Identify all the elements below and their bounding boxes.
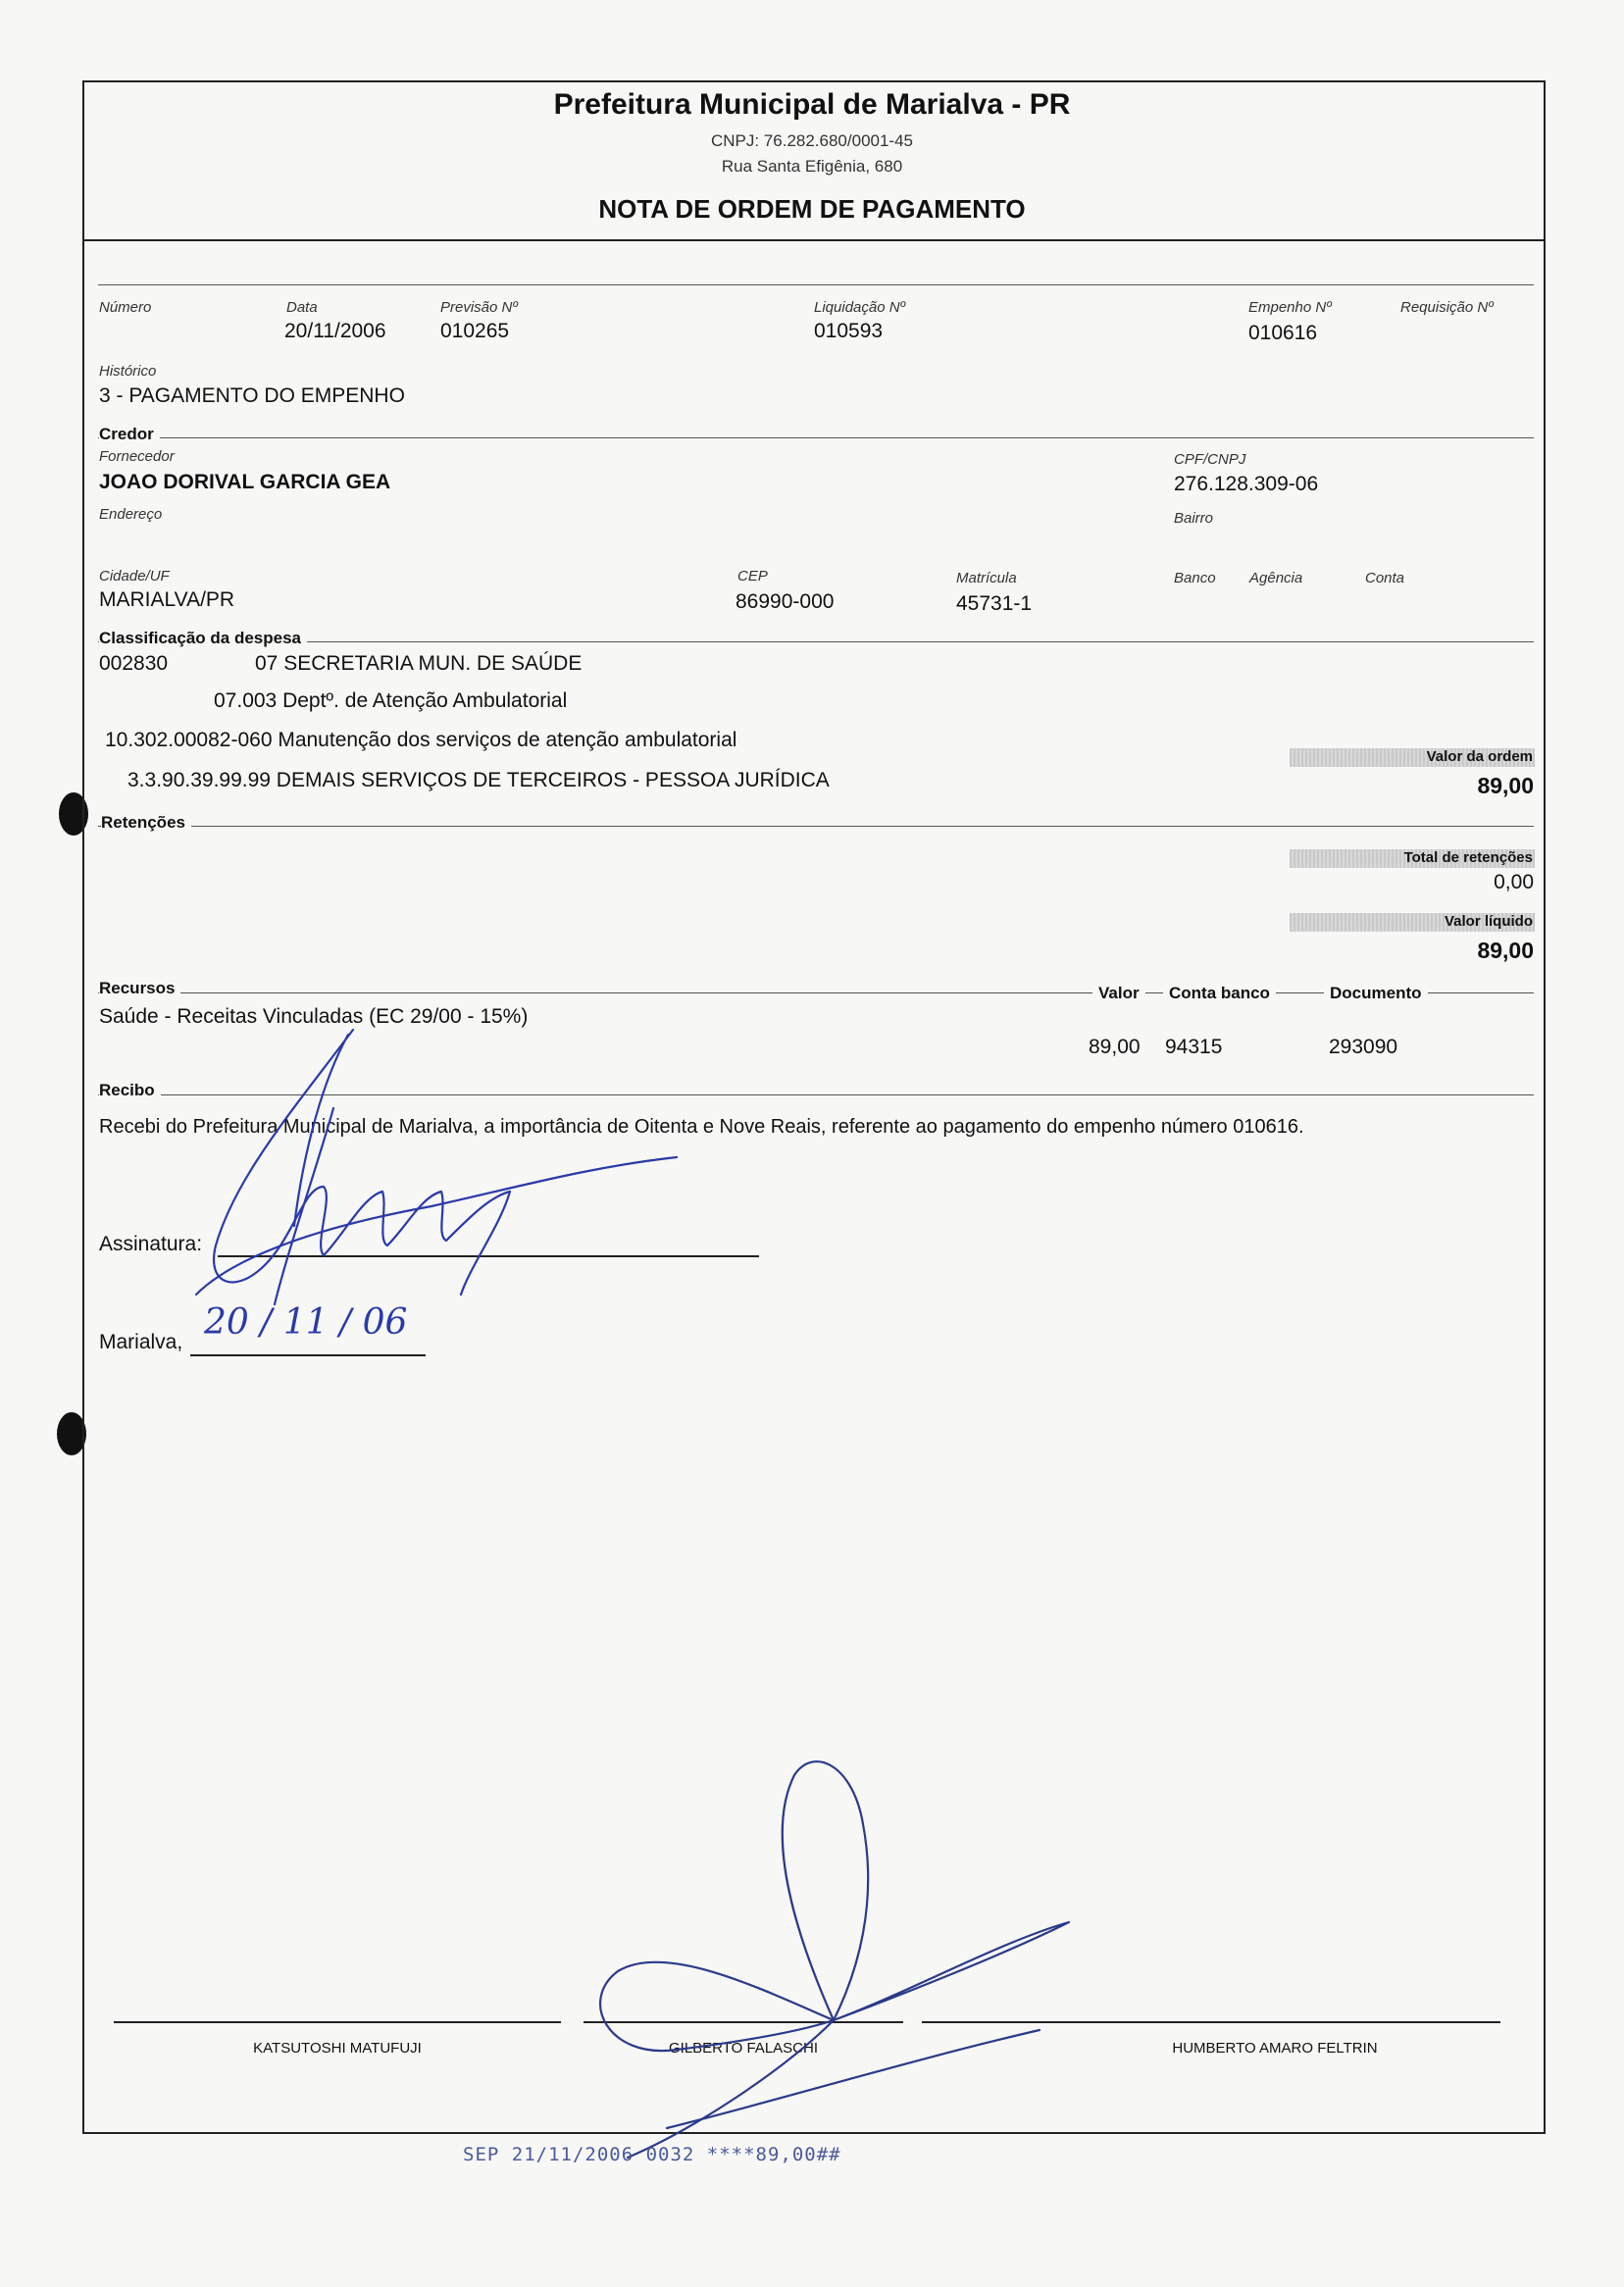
matricula-label: Matrícula: [956, 570, 1017, 586]
valor-liquido-value: 89,00: [1477, 938, 1534, 963]
classificacao-code: 002830: [99, 652, 169, 675]
classificacao-section: Classificação da despesa: [99, 629, 307, 648]
municipality-title: Prefeitura Municipal de Marialva - PR: [553, 88, 1071, 121]
signature-line-3: [922, 2021, 1500, 2023]
recursos-fonte: Saúde - Receitas Vinculadas (EC 29/00 - 15%): [99, 1005, 529, 1028]
classificacao-rule: [98, 641, 1534, 642]
document-title: NOTA DE ORDEM DE PAGAMENTO: [598, 194, 1026, 224]
recursos-col-documento: Documento: [1324, 984, 1428, 1003]
departamento-value: 07.003 Deptº. de Atenção Ambulatorial: [214, 689, 568, 712]
previsao-label: Previsão Nº: [440, 299, 518, 316]
valor-ordem-label: Valor da ordem: [1426, 748, 1533, 765]
cep-value: 86990-000: [736, 590, 835, 613]
cidade-label: Cidade/UF: [99, 568, 170, 584]
bank-stamp: SEP 21/11/2006 0032 ****89,00##: [463, 2144, 841, 2165]
date-line: [190, 1354, 426, 1356]
recursos-documento: 293090: [1329, 1036, 1398, 1058]
fornecedor-label: Fornecedor: [99, 448, 175, 465]
recursos-valor: 89,00: [1089, 1036, 1141, 1058]
secretaria-value: 07 SECRETARIA MUN. DE SAÚDE: [255, 652, 583, 675]
cnpj-line: CNPJ: 76.282.680/0001-45: [710, 131, 914, 150]
retencoes-rule: [98, 826, 1534, 827]
fornecedor-value: JOAO DORIVAL GARCIA GEA: [99, 471, 391, 493]
endereco-label: Endereço: [99, 506, 163, 523]
recibo-text: Recebi do Prefeitura Municipal de Marialva, a importância de Oitenta e Nove Reais, referente ao pagamento do empenho número 010616.: [99, 1116, 1304, 1138]
elemento-value: 3.3.90.39.99.99 DEMAIS SERVIÇOS DE TERCEIROS - PESSOA JURÍDICA: [127, 769, 830, 791]
empenho-value: 010616: [1248, 322, 1318, 344]
empenho-label: Empenho Nº: [1248, 299, 1332, 316]
retencoes-section: Retenções: [101, 813, 191, 833]
assinatura-label: Assinatura:: [99, 1233, 203, 1255]
credor-section: Credor: [99, 425, 160, 444]
historico-label: Histórico: [99, 363, 157, 380]
conta-label: Conta: [1365, 570, 1405, 586]
ids-top-rule: [98, 284, 1534, 285]
recursos-rule: [98, 992, 1534, 993]
liquidacao-label: Liquidação Nº: [814, 299, 906, 316]
total-retencoes-value: 0,00: [1494, 871, 1534, 893]
signature-line-1: [114, 2021, 561, 2023]
valor-liquido-label: Valor líquido: [1444, 913, 1533, 930]
bairro-label: Bairro: [1174, 510, 1214, 527]
requisicao-label: Requisição Nº: [1400, 299, 1494, 316]
address-line: Rua Santa Efigênia, 680: [721, 157, 903, 176]
data-label: Data: [286, 299, 318, 316]
historico-value: 3 - PAGAMENTO DO EMPENHO: [99, 384, 405, 407]
cep-label: CEP: [737, 568, 768, 584]
assinatura-line: [218, 1255, 759, 1257]
signature-line-2: [584, 2021, 903, 2023]
previsao-value: 010265: [440, 320, 510, 342]
cidade-value: MARIALVA/PR: [99, 588, 235, 611]
data-value: 20/11/2006: [284, 320, 386, 342]
signatory-1: KATSUTOSHI MATUFUJI: [253, 2040, 422, 2057]
recursos-section: Recursos: [99, 979, 180, 998]
cpf-value: 276.128.309-06: [1174, 473, 1319, 495]
local-label: Marialva,: [99, 1331, 183, 1353]
matricula-value: 45731-1: [956, 592, 1033, 615]
numero-label: Número: [99, 299, 152, 316]
recursos-col-valor: Valor: [1092, 984, 1145, 1003]
signatory-2: GILBERTO FALASCHI: [669, 2040, 818, 2057]
cpf-label: CPF/CNPJ: [1174, 451, 1246, 468]
credor-rule: [98, 437, 1534, 438]
total-retencoes-label: Total de retenções: [1403, 849, 1533, 866]
handwritten-date: 20 / 11 / 06: [204, 1302, 408, 1343]
liquidacao-value: 010593: [814, 320, 884, 342]
banco-label: Banco: [1174, 570, 1216, 586]
header-divider: [84, 239, 1544, 241]
recursos-conta: 94315: [1165, 1036, 1223, 1058]
valor-ordem-value: 89,00: [1477, 773, 1534, 798]
recursos-col-conta: Conta banco: [1163, 984, 1276, 1003]
signatory-3: HUMBERTO AMARO FELTRIN: [1172, 2040, 1378, 2057]
programa-value: 10.302.00082-060 Manutenção dos serviços de atenção ambulatorial: [105, 729, 737, 751]
recibo-rule: [98, 1094, 1534, 1095]
agencia-label: Agência: [1249, 570, 1303, 586]
recibo-section: Recibo: [99, 1081, 161, 1100]
